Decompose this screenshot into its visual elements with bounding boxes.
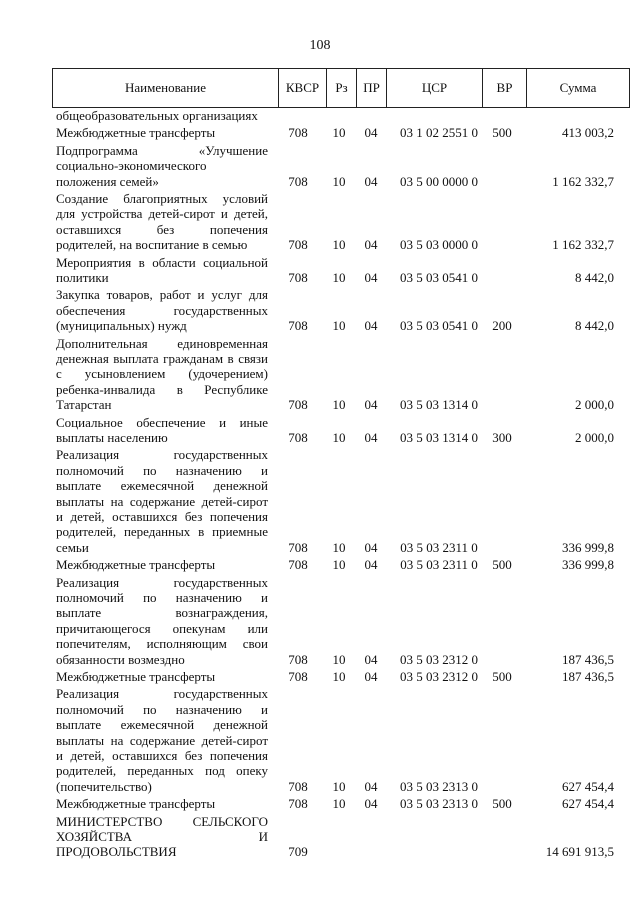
row-kvsr: 708	[288, 778, 308, 794]
row-name-line: Подпрограмма «Улучшение	[56, 142, 268, 158]
row-name-line: оставшихся без попечения	[56, 221, 268, 237]
row-name-line: Реализация государственных	[56, 574, 268, 590]
row-pr: 04	[364, 397, 378, 413]
row-name	[56, 287, 268, 333]
row-rz: 10	[332, 539, 346, 555]
row-name	[56, 796, 268, 811]
row-vr: 500	[492, 125, 512, 141]
table-row	[0, 336, 640, 413]
row-name-line: попечителям, исполняющим свои	[56, 636, 268, 652]
row-name-line: обязанности возмездно	[56, 651, 185, 667]
row-name-line: выплаты населению	[56, 429, 168, 445]
row-name-line: выплате ежемесячной денежной	[56, 478, 268, 494]
row-csr: 03 5 03 2311 0	[400, 557, 478, 573]
row-pr: 04	[364, 557, 378, 573]
row-name-line: выплаты на содержание детей-сирот	[56, 493, 268, 509]
row-csr: 03 5 03 2313 0	[400, 778, 478, 794]
row-name-line: Межбюджетные трансферты	[56, 669, 216, 684]
table-row	[0, 415, 640, 446]
row-csr: 03 5 03 1314 0	[400, 429, 478, 445]
row-csr: 03 5 03 2311 0	[400, 539, 478, 555]
row-kvsr: 708	[288, 557, 308, 573]
table-row	[0, 143, 640, 189]
table-row	[0, 287, 640, 333]
row-csr: 03 5 03 0541 0	[400, 318, 478, 334]
row-name	[56, 447, 268, 555]
row-name-line: Татарстан	[56, 397, 112, 413]
header-kvsr: КВСР	[278, 69, 326, 107]
table-row	[0, 108, 640, 123]
row-pr: 04	[364, 778, 378, 794]
row-csr: 03 5 03 0541 0	[400, 269, 478, 285]
row-name-line: с усыновлением (удочерением)	[56, 366, 268, 382]
row-pr: 04	[364, 539, 378, 555]
row-rz: 10	[332, 125, 346, 141]
row-sum: 14 691 913,5	[545, 844, 614, 860]
table-row	[0, 255, 640, 286]
header-vr: ВР	[482, 69, 526, 107]
row-csr: 03 5 03 0000 0	[400, 237, 478, 253]
row-vr: 500	[492, 796, 512, 812]
row-rz: 10	[332, 318, 346, 334]
row-name-line: Мероприятия в области социальной	[56, 254, 268, 270]
row-sum: 2 000,0	[575, 397, 614, 413]
row-name-line: (попечительство)	[56, 778, 152, 794]
header-sum: Сумма	[526, 69, 629, 107]
row-rz: 10	[332, 429, 346, 445]
header-pr: ПР	[356, 69, 386, 107]
table-row	[0, 125, 640, 140]
row-sum: 1 162 332,7	[552, 173, 614, 189]
row-vr: 200	[492, 318, 512, 334]
row-sum: 627 454,4	[562, 778, 614, 794]
row-pr: 04	[364, 125, 378, 141]
table-row	[0, 796, 640, 811]
row-name-line: Межбюджетные трансферты	[56, 557, 216, 573]
header-csr: ЦСР	[386, 69, 482, 107]
row-kvsr: 708	[288, 429, 308, 445]
row-name-line: Дополнительная единовременная	[56, 335, 268, 351]
row-name-line: политики	[56, 269, 109, 285]
row-name-line: социально-экономического	[56, 158, 207, 174]
row-pr: 04	[364, 651, 378, 667]
row-sum: 1 162 332,7	[552, 237, 614, 253]
row-csr: 03 5 03 2313 0	[400, 796, 478, 812]
row-vr: 500	[492, 669, 512, 684]
row-name-line: (муниципальных) нужд	[56, 318, 187, 334]
row-kvsr: 708	[288, 669, 308, 684]
row-name-line: родителей, на воспитание в семью	[56, 237, 248, 253]
row-rz: 10	[332, 173, 346, 189]
row-rz: 10	[332, 651, 346, 667]
row-sum: 413 003,2	[562, 125, 614, 141]
row-name-line: причитающегося опекунам или	[56, 620, 268, 636]
row-csr: 03 5 03 2312 0	[400, 669, 478, 684]
header-rz: Рз	[326, 69, 356, 107]
row-name-line: родителей, переданных под опеку	[56, 763, 268, 779]
row-name-line: и детей, оставшихся без попечения	[56, 747, 268, 763]
row-kvsr: 708	[288, 125, 308, 141]
table-row	[0, 686, 640, 794]
row-name-line: МИНИСТЕРСТВО СЕЛЬСКОГО	[56, 813, 268, 829]
row-name-line: денежная выплата гражданам в связи	[56, 350, 268, 366]
row-rz: 10	[332, 237, 346, 253]
row-sum: 187 436,5	[562, 669, 614, 684]
row-name-line: Межбюджетные трансферты	[56, 125, 216, 141]
row-sum: 8 442,0	[575, 269, 614, 285]
row-sum: 2 000,0	[575, 429, 614, 445]
row-pr: 04	[364, 429, 378, 445]
row-csr: 03 5 03 2312 0	[400, 651, 478, 667]
row-pr: 04	[364, 796, 378, 812]
row-pr: 04	[364, 237, 378, 253]
row-name-line: Реализация государственных	[56, 686, 268, 702]
row-sum: 187 436,5	[562, 651, 614, 667]
row-name-line: семьи	[56, 539, 89, 555]
row-name-line: ПРОДОВОЛЬСТВИЯ	[56, 844, 177, 860]
row-name-line: Создание благоприятных условий	[56, 191, 268, 206]
table-row	[0, 669, 640, 684]
row-sum: 336 999,8	[562, 557, 614, 573]
row-kvsr: 708	[288, 173, 308, 189]
row-name	[56, 557, 268, 572]
table-row	[0, 447, 640, 555]
row-name-line: полномочий по назначению и	[56, 701, 268, 717]
row-name-line: Межбюджетные трансферты	[56, 796, 216, 812]
row-kvsr: 708	[288, 539, 308, 555]
row-vr: 300	[492, 429, 512, 445]
row-name-line: выплаты на содержание детей-сирот	[56, 732, 268, 748]
row-name-line: ХОЗЯЙСТВА И	[56, 828, 268, 844]
row-name-line: Реализация государственных	[56, 447, 268, 463]
row-name	[56, 415, 268, 446]
row-rz: 10	[332, 397, 346, 413]
row-kvsr: 708	[288, 269, 308, 285]
row-name	[56, 336, 268, 413]
row-rz: 10	[332, 796, 346, 812]
row-pr: 04	[364, 669, 378, 684]
row-name-line: выплате вознаграждения,	[56, 605, 268, 621]
row-name-line: и детей, оставшихся без попечения	[56, 508, 268, 524]
table-row	[0, 557, 640, 572]
row-csr: 03 5 00 0000 0	[400, 173, 478, 189]
table-row	[0, 191, 640, 253]
row-name	[56, 143, 268, 189]
row-name	[56, 814, 268, 860]
row-csr: 03 1 02 2551 0	[400, 125, 478, 141]
row-name-line: общеобразовательных организациях	[56, 108, 258, 123]
row-vr: 500	[492, 557, 512, 573]
row-name	[56, 255, 268, 286]
row-pr: 04	[364, 318, 378, 334]
row-name	[56, 575, 268, 667]
row-csr: 03 5 03 1314 0	[400, 397, 478, 413]
row-name-line: положения семей»	[56, 173, 159, 189]
row-sum: 627 454,4	[562, 796, 614, 812]
row-kvsr: 708	[288, 237, 308, 253]
row-rz: 10	[332, 669, 346, 684]
row-sum: 8 442,0	[575, 318, 614, 334]
row-name-line: родителей, переданных в приемные	[56, 524, 268, 540]
row-name-line: полномочий по назначению и	[56, 462, 268, 478]
row-name-line: для устройства детей-сирот и детей,	[56, 206, 268, 222]
row-rz: 10	[332, 778, 346, 794]
page-number: 108	[309, 38, 331, 53]
row-sum: 336 999,8	[562, 539, 614, 555]
row-name-line: обеспечения государственных	[56, 302, 268, 318]
row-name	[56, 108, 268, 123]
row-kvsr: 708	[288, 796, 308, 812]
row-rz: 10	[332, 269, 346, 285]
row-rz: 10	[332, 557, 346, 573]
header-name: Наименование	[125, 80, 206, 95]
row-name-line: выплате ежемесячной денежной	[56, 717, 268, 733]
row-name-line: Закупка товаров, работ и услуг для	[56, 287, 268, 303]
row-name-line: Социальное обеспечение и иные	[56, 414, 268, 430]
table-row	[0, 575, 640, 667]
row-pr: 04	[364, 173, 378, 189]
row-kvsr: 708	[288, 651, 308, 667]
row-name-line: полномочий по назначению и	[56, 589, 268, 605]
row-name-line: ребенка-инвалида в Республике	[56, 381, 268, 397]
row-name	[56, 669, 268, 684]
row-name	[56, 686, 268, 794]
table-row	[0, 814, 640, 860]
row-kvsr: 708	[288, 397, 308, 413]
row-kvsr: 709	[288, 844, 308, 860]
row-name	[56, 125, 268, 140]
row-pr: 04	[364, 269, 378, 285]
row-kvsr: 708	[288, 318, 308, 334]
row-name	[56, 191, 268, 253]
